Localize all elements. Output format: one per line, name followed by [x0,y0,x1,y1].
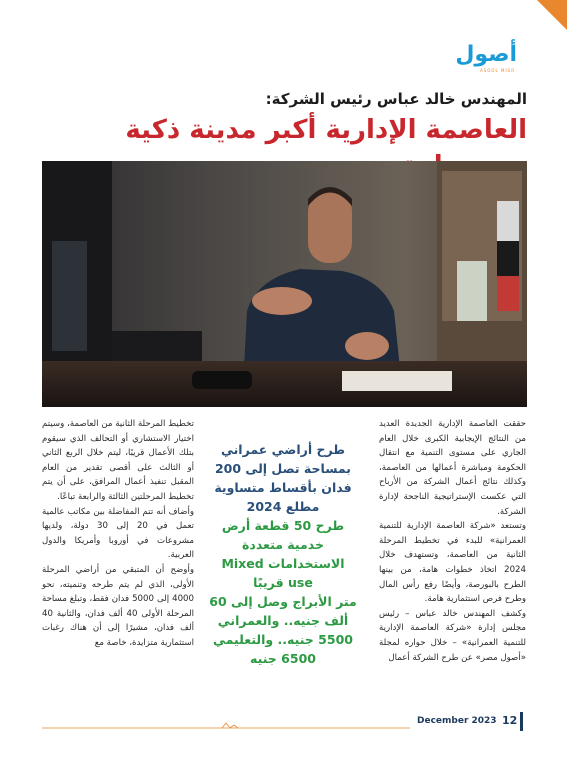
article-kicker: المهندس خالد عباس رئيس الشركة: [265,90,527,108]
logo-word: أصول [455,42,517,67]
issue-date: December 2023 [417,716,497,726]
footer-decor-line [42,722,410,730]
article-column-right [379,417,526,665]
paragraph: تخطيط المرحلة الثانية من العاصمة، وسيتم اختيار الاستشاري أو التحالف الذي سيقوم بتلك الأعمال قريبًا، ليتم خلال الربع الثاني أو الثالث على أقصى تقدير من العام المقبل تنفيذ أعمال المرافق، على أن يتم تخطيط المرحلتين الثالثة والرابعة تباعًا. [42,419,194,502]
photo-executive-interview [42,161,527,407]
logo-subtitle: ASOOL MISR [479,68,515,73]
magazine-logo [447,42,517,72]
highlight-quote: متر الأبراج وصل إلى 60 ألف جنيه.. والعمراني 5500 جنيه.. والتعليمي 6500 جنيه [209,594,357,666]
page-number: 12 [502,714,518,727]
article-column-left [42,417,194,651]
paragraph: وتستعد «شركة العاصمة الإدارية للتنمية العمرانية» للبدء في تخطيط المرحلة الثانية من العاصمة، وتستهدف خلال 2024 اتخاذ خطوات هامة، من بينها الطرح بالبورصة، وأيضًا رفع رأس المال وطرح فرص استثمارية هامة. [379,521,526,605]
paragraph: وكشف المهندس خالد عباس – رئيس مجلس إدارة «شركة العاصمة الإدارية للتنمية العمرانية» – خلال حواره لمجلة «أصول مصر» عن طرح الشركة أعمال [379,608,526,663]
corner-accent [537,0,567,30]
paragraph: وأوضح أن المتبقي من أراضي المرحلة الأولى، الذي لم يتم طرحه وتنميته، نحو 4000 إلى 5000 فدان فقط، وتبلغ مساحة المرحلة الأولى 40 ألف فدان، والثانية 40 ألف فدان، مشيرًا إلى أن هناك رغبات استثمارية متزايدة، خاصة مع [42,564,194,648]
paragraph: وأضاف أنه تتم المفاضلة بين مكاتب عالمية تعمل في 20 إلى 30 دولة، ولديها مشروعات في أوروبا وأمريكا والدول العربية. [42,506,194,561]
highlights-column [208,440,358,668]
highlight-quote: طرح أراضي عمراني بمساحة تصل إلى 200 فدان بأقساط متساوية مطلع 2024 [214,442,352,514]
paragraph: حققت العاصمة الإدارية الجديدة العديد من النتائج الإيجابية الكبرى خلال العام الجاري على مستوى التنمية مع انتقال الحكومة ومباشرة أعمالها من العاصمة، وكذلك نتائج أعمال الشركة من الأرباح التي عكست الإستراتيجية الناجحة لإدارة الشركة. [379,419,526,517]
highlight-quote: طرح 50 قطعة أرض خدمية متعددة الاستخدامات Mixed use قريبًا [221,518,345,590]
article-headline: العاصمة الإدارية أكبر مدينة ذكية [125,115,527,145]
article-photo [42,161,527,407]
footer-bar [520,712,523,731]
